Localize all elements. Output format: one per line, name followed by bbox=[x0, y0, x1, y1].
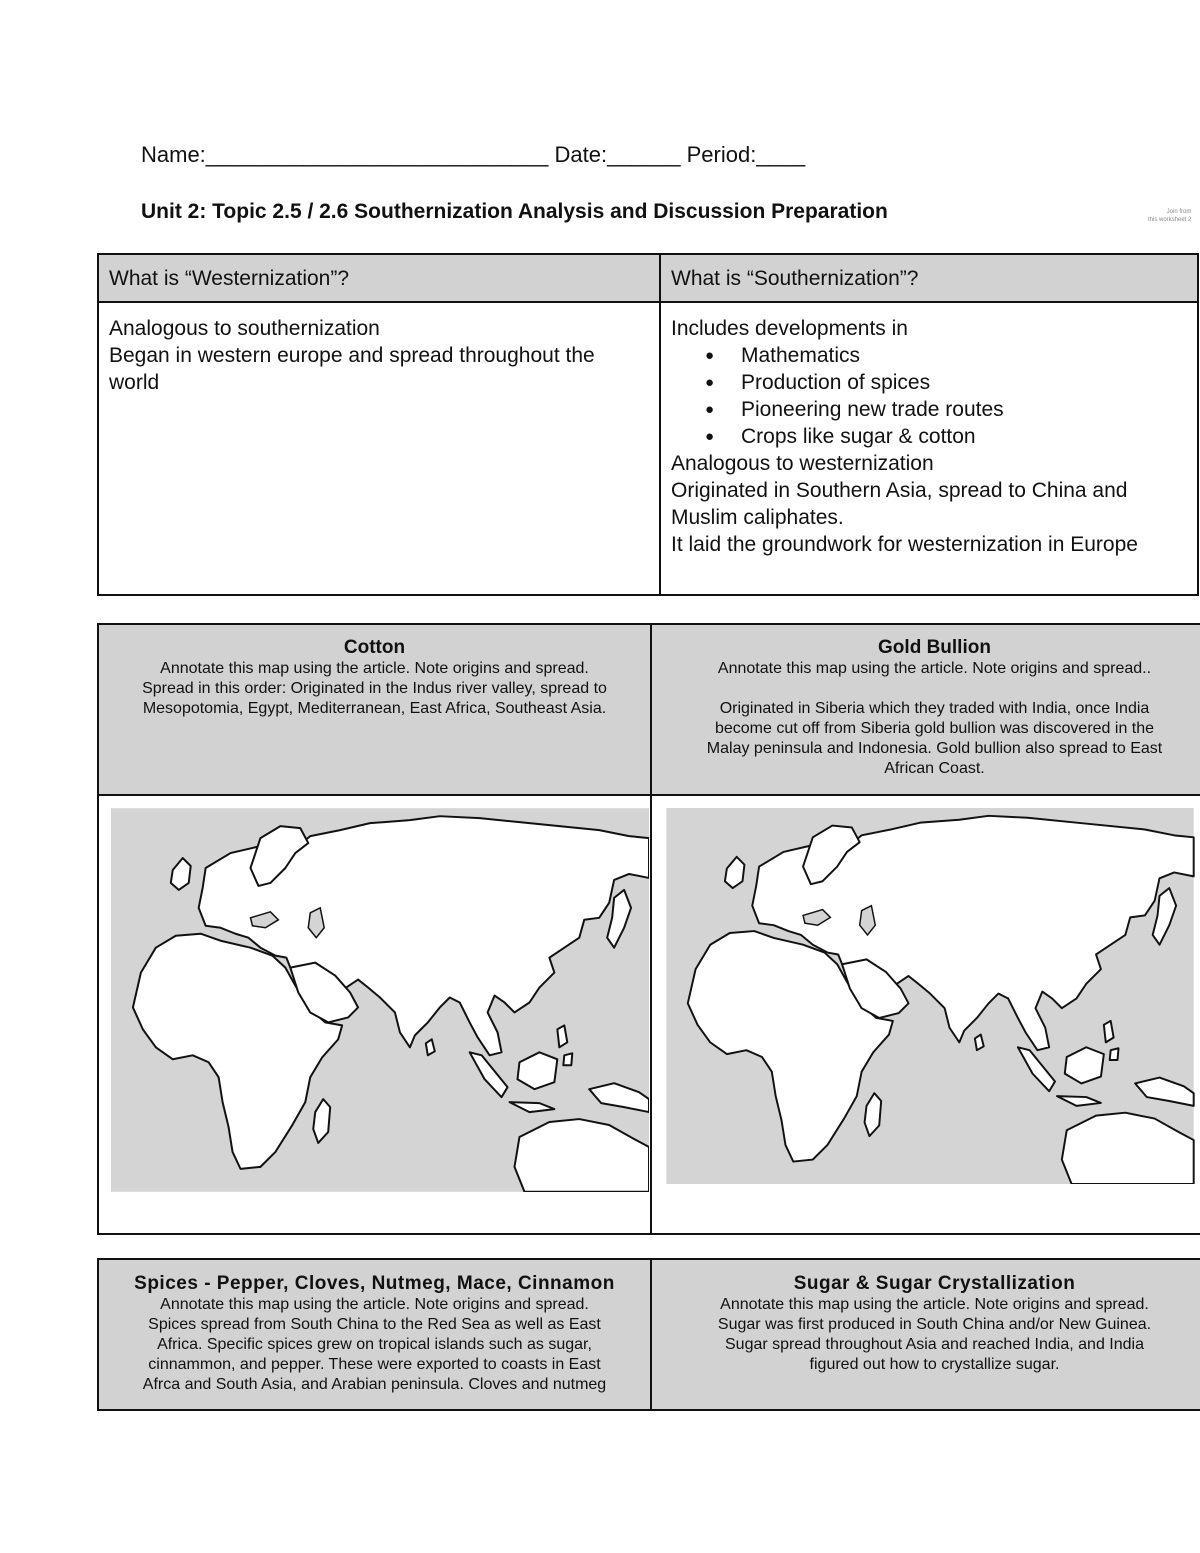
answer-line: It laid the groundwork for westernization in Europe bbox=[671, 533, 1138, 556]
answer-line: Originated in Southern Asia, spread to China and Muslim caliphates. bbox=[671, 479, 1128, 529]
cotton-header bbox=[98, 624, 651, 795]
corner-note-line: Join from bbox=[1166, 209, 1192, 215]
cotton-world-map[interactable] bbox=[111, 808, 649, 1192]
name-date-period-line[interactable]: Name:____________________________ Date:______ Period:____ bbox=[141, 142, 806, 167]
list-item: ● Pioneering new trade routes bbox=[741, 396, 1187, 423]
definitions-table bbox=[97, 253, 1199, 596]
cotton-title: Cotton bbox=[343, 637, 406, 658]
answer-line: Spices spread from South China to the Red Sea as well as East bbox=[148, 1316, 601, 1333]
developments-list bbox=[671, 342, 1187, 450]
maps-table-top bbox=[97, 623, 1200, 1235]
gold-map-cell[interactable] bbox=[651, 795, 1200, 1234]
page-title: Unit 2: Topic 2.5 / 2.6 Southernization Analysis and Discussion Preparation bbox=[141, 200, 888, 223]
spices-header bbox=[98, 1259, 651, 1410]
instruction-line: Annotate this map using the article. Note origins and spread. bbox=[720, 1296, 1149, 1313]
instruction-line: Annotate this map using the article. Note origins and spread.. bbox=[717, 660, 1152, 677]
answer-line: Analogous to westernization bbox=[671, 452, 934, 475]
westernization-heading: What is “Westernization”? bbox=[98, 254, 660, 302]
list-item: ● Mathematics bbox=[741, 342, 1187, 369]
answer-line: become cut off from Siberia gold bullion was discovered in the bbox=[714, 720, 1155, 737]
answer-line: Spread in this order: Originated in the Indus river valley, spread to bbox=[142, 680, 607, 697]
westernization-answer[interactable] bbox=[98, 302, 660, 595]
gold-bullion-title: Gold Bullion bbox=[878, 637, 991, 658]
answer-line: Analogous to southernization bbox=[109, 317, 380, 340]
answer-line: Sugar was first produced in South China and/or New Guinea. bbox=[717, 1316, 1152, 1333]
maps-table-bottom bbox=[97, 1258, 1200, 1411]
list-item: ● Production of spices bbox=[741, 369, 1187, 396]
blank-line bbox=[658, 679, 1200, 699]
instruction-line: Annotate this map using the article. Note origins and spread. bbox=[160, 1296, 589, 1313]
cotton-map-cell[interactable] bbox=[98, 795, 651, 1234]
answer-line: Afrca and South Asia, and Arabian peninsula. Cloves and nutmeg bbox=[142, 1376, 607, 1393]
answer-line: Began in western europe and spread throughout the world bbox=[109, 344, 595, 394]
answer-line: figured out how to crystallize sugar. bbox=[809, 1356, 1060, 1373]
answer-line: Sugar spread throughout Asia and reached India, and India bbox=[725, 1336, 1144, 1353]
sugar-header bbox=[651, 1259, 1200, 1410]
southernization-heading: What is “Southernization”? bbox=[660, 254, 1198, 302]
spices-title: Spices - Pepper, Cloves, Nutmeg, Mace, Cinnamon bbox=[134, 1273, 615, 1294]
corner-note bbox=[1148, 208, 1191, 224]
instruction-line: Annotate this map using the article. Note origins and spread. bbox=[160, 660, 589, 677]
answer-line: Originated in Siberia which they traded with India, once India bbox=[719, 700, 1150, 717]
answer-line: Mesopotomia, Egypt, Mediterranean, East Africa, Southeast Asia. bbox=[142, 700, 607, 717]
answer-line: African Coast. bbox=[884, 760, 985, 777]
gold-bullion-header bbox=[651, 624, 1200, 795]
answer-line: Includes developments in bbox=[671, 317, 908, 340]
list-item: ● Crops like sugar & cotton bbox=[741, 423, 1187, 450]
gold-world-map[interactable] bbox=[664, 808, 1196, 1184]
answer-line: Malay peninsula and Indonesia. Gold bullion also spread to East bbox=[706, 740, 1163, 757]
sugar-title: Sugar & Sugar Crystallization bbox=[793, 1273, 1076, 1294]
answer-line: Africa. Specific spices grew on tropical islands such as sugar, bbox=[157, 1336, 592, 1353]
southernization-answer[interactable] bbox=[660, 302, 1198, 595]
corner-note-line: this worksheet 2 bbox=[1148, 217, 1192, 223]
answer-line: cinnammon, and pepper. These were exported to coasts in East bbox=[148, 1356, 601, 1373]
